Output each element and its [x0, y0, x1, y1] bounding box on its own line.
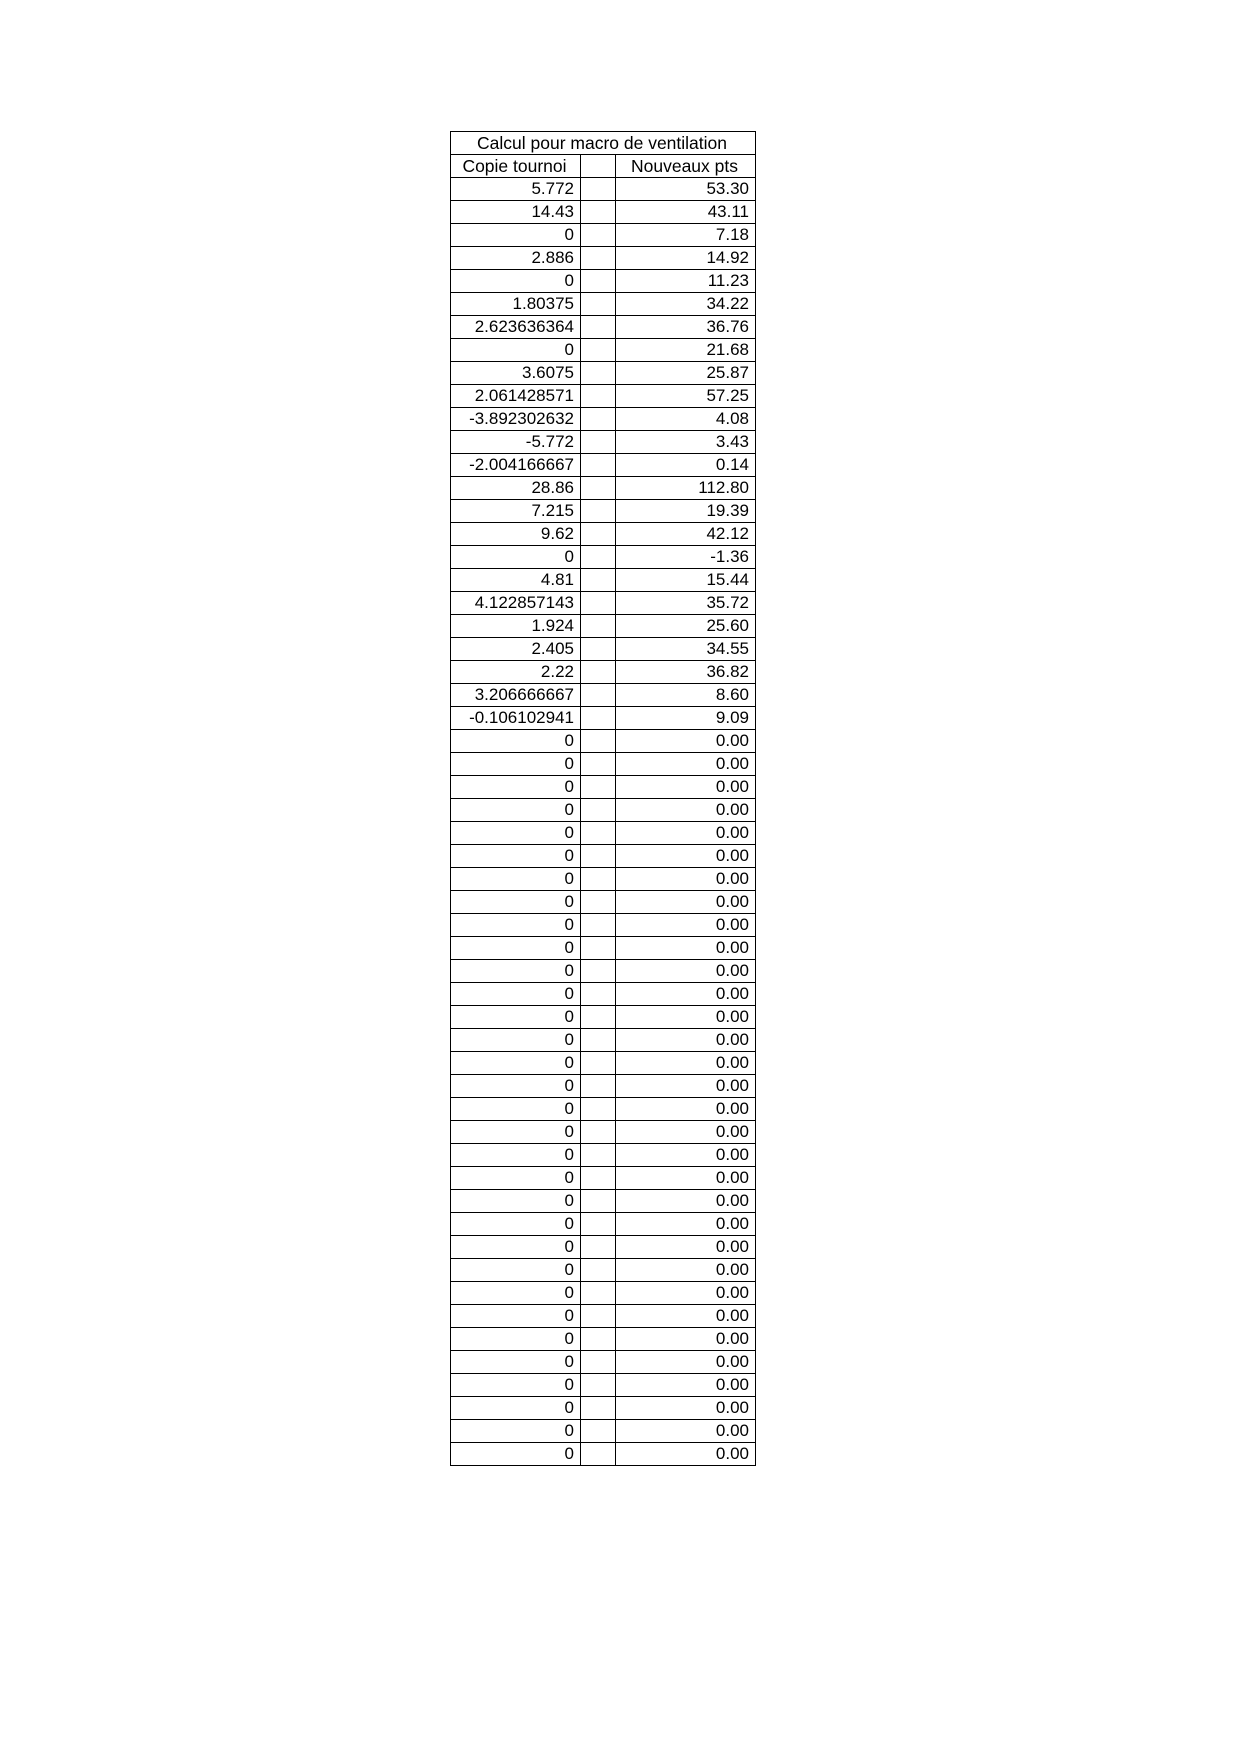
cell-nouveaux-pts[interactable]: 0.00 — [616, 983, 756, 1006]
table-row — [451, 178, 756, 201]
cell-copie-tournoi[interactable]: 0 — [451, 339, 581, 362]
cell-copie-tournoi[interactable]: -2.004166667 — [451, 454, 581, 477]
table-row — [451, 1374, 756, 1397]
cell-copie-tournoi[interactable]: 0 — [451, 1443, 581, 1466]
column-separator — [581, 730, 616, 753]
cell-nouveaux-pts[interactable]: 0.00 — [616, 776, 756, 799]
table-row — [451, 868, 756, 891]
table-row — [451, 247, 756, 270]
table-row — [451, 201, 756, 224]
cell-copie-tournoi[interactable]: 0 — [451, 1351, 581, 1374]
column-separator — [581, 638, 616, 661]
column-separator — [581, 1098, 616, 1121]
cell-nouveaux-pts[interactable]: 21.68 — [616, 339, 756, 362]
cell-copie-tournoi[interactable]: 14.43 — [451, 201, 581, 224]
table-row — [451, 1190, 756, 1213]
column-separator — [581, 592, 616, 615]
cell-nouveaux-pts[interactable]: 7.18 — [616, 224, 756, 247]
cell-copie-tournoi[interactable]: 2.22 — [451, 661, 581, 684]
table-row — [451, 224, 756, 247]
column-separator — [581, 523, 616, 546]
column-separator — [581, 1259, 616, 1282]
column-separator — [581, 615, 616, 638]
cell-copie-tournoi[interactable]: 0 — [451, 1098, 581, 1121]
cell-copie-tournoi[interactable]: 0 — [451, 1006, 581, 1029]
column-separator — [581, 914, 616, 937]
column-separator — [581, 477, 616, 500]
column-separator — [581, 500, 616, 523]
cell-copie-tournoi[interactable]: 0 — [451, 845, 581, 868]
table-row — [451, 615, 756, 638]
cell-copie-tournoi[interactable]: -5.772 — [451, 431, 581, 454]
table-row — [451, 592, 756, 615]
table-row — [451, 1121, 756, 1144]
column-separator — [581, 1190, 616, 1213]
cell-nouveaux-pts[interactable]: 43.11 — [616, 201, 756, 224]
cell-nouveaux-pts[interactable]: 0.00 — [616, 1144, 756, 1167]
cell-nouveaux-pts[interactable]: 9.09 — [616, 707, 756, 730]
table-row — [451, 1328, 756, 1351]
column-header-copie-tournoi: Copie tournoi — [451, 155, 581, 178]
table-row — [451, 1282, 756, 1305]
table-row — [451, 1236, 756, 1259]
table-row — [451, 776, 756, 799]
cell-nouveaux-pts[interactable]: 0.00 — [616, 937, 756, 960]
column-separator — [581, 753, 616, 776]
cell-nouveaux-pts[interactable]: 0.00 — [616, 799, 756, 822]
cell-nouveaux-pts[interactable]: 0.00 — [616, 1052, 756, 1075]
table-row — [451, 431, 756, 454]
cell-copie-tournoi[interactable]: 0 — [451, 1190, 581, 1213]
spreadsheet-area — [450, 131, 755, 1466]
column-separator — [581, 201, 616, 224]
table-row — [451, 730, 756, 753]
cell-nouveaux-pts[interactable]: 0.00 — [616, 1420, 756, 1443]
table-row — [451, 1098, 756, 1121]
cell-copie-tournoi[interactable]: 0 — [451, 868, 581, 891]
column-separator — [581, 1397, 616, 1420]
cell-nouveaux-pts[interactable]: 34.22 — [616, 293, 756, 316]
column-separator — [581, 1305, 616, 1328]
column-separator — [581, 1443, 616, 1466]
table-row — [451, 822, 756, 845]
cell-nouveaux-pts[interactable]: 0.00 — [616, 1374, 756, 1397]
cell-nouveaux-pts[interactable]: 0.00 — [616, 960, 756, 983]
table-title-row — [451, 132, 756, 155]
column-separator — [581, 937, 616, 960]
cell-copie-tournoi[interactable]: 0 — [451, 776, 581, 799]
column-separator — [581, 1282, 616, 1305]
cell-nouveaux-pts[interactable]: 0.00 — [616, 1282, 756, 1305]
table-row — [451, 500, 756, 523]
cell-copie-tournoi[interactable]: 2.405 — [451, 638, 581, 661]
cell-copie-tournoi[interactable]: -0.106102941 — [451, 707, 581, 730]
table-row — [451, 1052, 756, 1075]
column-separator — [581, 684, 616, 707]
cell-nouveaux-pts[interactable]: 0.00 — [616, 1098, 756, 1121]
column-separator — [581, 1144, 616, 1167]
table-row — [451, 1144, 756, 1167]
column-separator — [581, 247, 616, 270]
cell-copie-tournoi[interactable]: 0 — [451, 224, 581, 247]
column-separator — [581, 1075, 616, 1098]
cell-copie-tournoi[interactable]: 0 — [451, 753, 581, 776]
table-row — [451, 914, 756, 937]
cell-nouveaux-pts[interactable]: 0.00 — [616, 1029, 756, 1052]
cell-nouveaux-pts[interactable]: 0.00 — [616, 1351, 756, 1374]
cell-copie-tournoi[interactable]: 0 — [451, 1397, 581, 1420]
cell-copie-tournoi[interactable]: 7.215 — [451, 500, 581, 523]
table-row — [451, 523, 756, 546]
table-row — [451, 960, 756, 983]
table-row — [451, 661, 756, 684]
cell-nouveaux-pts[interactable]: 0.00 — [616, 1006, 756, 1029]
cell-nouveaux-pts[interactable]: 15.44 — [616, 569, 756, 592]
cell-copie-tournoi[interactable]: 0 — [451, 1213, 581, 1236]
cell-copie-tournoi[interactable]: 0 — [451, 1236, 581, 1259]
cell-nouveaux-pts[interactable]: 0.00 — [616, 1443, 756, 1466]
table-row — [451, 845, 756, 868]
cell-copie-tournoi[interactable]: 28.86 — [451, 477, 581, 500]
cell-copie-tournoi[interactable]: 1.924 — [451, 615, 581, 638]
column-separator — [581, 891, 616, 914]
cell-nouveaux-pts[interactable]: 25.87 — [616, 362, 756, 385]
cell-copie-tournoi[interactable]: 0 — [451, 270, 581, 293]
cell-nouveaux-pts[interactable]: 36.82 — [616, 661, 756, 684]
cell-copie-tournoi[interactable]: 0 — [451, 1328, 581, 1351]
table-row — [451, 1305, 756, 1328]
cell-nouveaux-pts[interactable]: 53.30 — [616, 178, 756, 201]
cell-copie-tournoi[interactable]: 0 — [451, 1029, 581, 1052]
cell-nouveaux-pts[interactable]: 0.00 — [616, 845, 756, 868]
column-separator — [581, 776, 616, 799]
cell-copie-tournoi[interactable]: 2.886 — [451, 247, 581, 270]
table-row — [451, 1443, 756, 1466]
cell-nouveaux-pts[interactable]: 34.55 — [616, 638, 756, 661]
column-separator — [581, 1328, 616, 1351]
table-row — [451, 293, 756, 316]
table-row — [451, 1006, 756, 1029]
column-header-nouveaux-pts: Nouveaux pts — [616, 155, 756, 178]
cell-copie-tournoi[interactable]: 2.061428571 — [451, 385, 581, 408]
cell-nouveaux-pts[interactable]: 0.00 — [616, 1259, 756, 1282]
table-title: Calcul pour macro de ventilation — [451, 132, 756, 155]
column-separator — [581, 983, 616, 1006]
cell-nouveaux-pts[interactable]: 0.00 — [616, 1075, 756, 1098]
cell-nouveaux-pts[interactable]: 36.76 — [616, 316, 756, 339]
table-row — [451, 1420, 756, 1443]
column-separator — [581, 960, 616, 983]
cell-nouveaux-pts[interactable]: 14.92 — [616, 247, 756, 270]
table-row — [451, 569, 756, 592]
table-row — [451, 316, 756, 339]
cell-nouveaux-pts[interactable]: 0.00 — [616, 891, 756, 914]
cell-nouveaux-pts[interactable]: 42.12 — [616, 523, 756, 546]
table-row — [451, 1167, 756, 1190]
column-separator — [581, 1374, 616, 1397]
cell-nouveaux-pts[interactable]: 0.00 — [616, 730, 756, 753]
cell-copie-tournoi[interactable]: 9.62 — [451, 523, 581, 546]
cell-copie-tournoi[interactable]: 0 — [451, 1305, 581, 1328]
cell-copie-tournoi[interactable]: 0 — [451, 914, 581, 937]
cell-nouveaux-pts[interactable]: -1.36 — [616, 546, 756, 569]
cell-copie-tournoi[interactable]: 0 — [451, 983, 581, 1006]
column-separator — [581, 822, 616, 845]
column-separator — [581, 799, 616, 822]
cell-copie-tournoi[interactable]: 0 — [451, 1282, 581, 1305]
cell-nouveaux-pts[interactable]: 0.00 — [616, 753, 756, 776]
cell-copie-tournoi[interactable]: 0 — [451, 960, 581, 983]
column-separator-header — [581, 155, 616, 178]
cell-copie-tournoi[interactable]: 0 — [451, 799, 581, 822]
column-separator — [581, 707, 616, 730]
cell-copie-tournoi[interactable]: 4.81 — [451, 569, 581, 592]
column-separator — [581, 339, 616, 362]
cell-copie-tournoi[interactable]: 5.772 — [451, 178, 581, 201]
cell-nouveaux-pts[interactable]: 35.72 — [616, 592, 756, 615]
table-row — [451, 1351, 756, 1374]
calculation-table — [450, 131, 756, 1466]
cell-nouveaux-pts[interactable]: 0.00 — [616, 1167, 756, 1190]
table-row — [451, 1397, 756, 1420]
column-separator — [581, 431, 616, 454]
column-separator — [581, 178, 616, 201]
cell-copie-tournoi[interactable]: 0 — [451, 1374, 581, 1397]
column-separator — [581, 1167, 616, 1190]
cell-copie-tournoi[interactable]: 1.80375 — [451, 293, 581, 316]
cell-nouveaux-pts[interactable]: 0.00 — [616, 822, 756, 845]
cell-copie-tournoi[interactable]: 0 — [451, 1075, 581, 1098]
table-row — [451, 270, 756, 293]
cell-nouveaux-pts[interactable]: 0.00 — [616, 1121, 756, 1144]
cell-copie-tournoi[interactable]: 0 — [451, 1052, 581, 1075]
cell-nouveaux-pts[interactable]: 0.00 — [616, 868, 756, 891]
cell-copie-tournoi[interactable]: 0 — [451, 1167, 581, 1190]
column-separator — [581, 1029, 616, 1052]
cell-copie-tournoi[interactable]: 0 — [451, 730, 581, 753]
cell-nouveaux-pts[interactable]: 0.00 — [616, 1305, 756, 1328]
column-separator — [581, 408, 616, 431]
cell-copie-tournoi[interactable]: 3.206666667 — [451, 684, 581, 707]
table-row — [451, 339, 756, 362]
table-row — [451, 362, 756, 385]
table-row — [451, 1259, 756, 1282]
table-row — [451, 477, 756, 500]
cell-copie-tournoi[interactable]: -3.892302632 — [451, 408, 581, 431]
cell-nouveaux-pts[interactable]: 0.00 — [616, 1213, 756, 1236]
table-row — [451, 799, 756, 822]
cell-copie-tournoi[interactable]: 2.623636364 — [451, 316, 581, 339]
table-row — [451, 937, 756, 960]
table-row — [451, 983, 756, 1006]
cell-nouveaux-pts[interactable]: 0.14 — [616, 454, 756, 477]
cell-copie-tournoi[interactable]: 3.6075 — [451, 362, 581, 385]
table-row — [451, 385, 756, 408]
table-row — [451, 707, 756, 730]
column-separator — [581, 1052, 616, 1075]
column-separator — [581, 868, 616, 891]
cell-copie-tournoi[interactable]: 0 — [451, 1420, 581, 1443]
table-row — [451, 891, 756, 914]
column-separator — [581, 1006, 616, 1029]
column-separator — [581, 454, 616, 477]
cell-nouveaux-pts[interactable]: 4.08 — [616, 408, 756, 431]
column-separator — [581, 1236, 616, 1259]
cell-copie-tournoi[interactable]: 4.122857143 — [451, 592, 581, 615]
table-header-row — [451, 155, 756, 178]
cell-copie-tournoi[interactable]: 0 — [451, 937, 581, 960]
column-separator — [581, 546, 616, 569]
table-row — [451, 454, 756, 477]
column-separator — [581, 224, 616, 247]
cell-nouveaux-pts[interactable]: 19.39 — [616, 500, 756, 523]
column-separator — [581, 362, 616, 385]
cell-nouveaux-pts[interactable]: 0.00 — [616, 1236, 756, 1259]
cell-copie-tournoi[interactable]: 0 — [451, 546, 581, 569]
column-separator — [581, 1420, 616, 1443]
column-separator — [581, 1121, 616, 1144]
table-row — [451, 753, 756, 776]
column-separator — [581, 385, 616, 408]
cell-nouveaux-pts[interactable]: 3.43 — [616, 431, 756, 454]
table-row — [451, 1213, 756, 1236]
column-separator — [581, 845, 616, 868]
table-row — [451, 684, 756, 707]
cell-nouveaux-pts[interactable]: 0.00 — [616, 914, 756, 937]
table-row — [451, 1075, 756, 1098]
cell-nouveaux-pts[interactable]: 57.25 — [616, 385, 756, 408]
column-separator — [581, 293, 616, 316]
cell-copie-tournoi[interactable]: 0 — [451, 891, 581, 914]
table-row — [451, 638, 756, 661]
cell-nouveaux-pts[interactable]: 8.60 — [616, 684, 756, 707]
table-row — [451, 408, 756, 431]
column-separator — [581, 316, 616, 339]
table-row — [451, 546, 756, 569]
column-separator — [581, 661, 616, 684]
column-separator — [581, 569, 616, 592]
table-row — [451, 1029, 756, 1052]
cell-nouveaux-pts[interactable]: 112.80 — [616, 477, 756, 500]
cell-copie-tournoi[interactable]: 0 — [451, 822, 581, 845]
cell-copie-tournoi[interactable]: 0 — [451, 1121, 581, 1144]
cell-copie-tournoi[interactable]: 0 — [451, 1259, 581, 1282]
cell-nouveaux-pts[interactable]: 25.60 — [616, 615, 756, 638]
column-separator — [581, 1351, 616, 1374]
cell-nouveaux-pts[interactable]: 0.00 — [616, 1190, 756, 1213]
column-separator — [581, 1213, 616, 1236]
cell-copie-tournoi[interactable]: 0 — [451, 1144, 581, 1167]
table-body — [451, 132, 756, 1466]
column-separator — [581, 270, 616, 293]
cell-nouveaux-pts[interactable]: 11.23 — [616, 270, 756, 293]
cell-nouveaux-pts[interactable]: 0.00 — [616, 1328, 756, 1351]
cell-nouveaux-pts[interactable]: 0.00 — [616, 1397, 756, 1420]
